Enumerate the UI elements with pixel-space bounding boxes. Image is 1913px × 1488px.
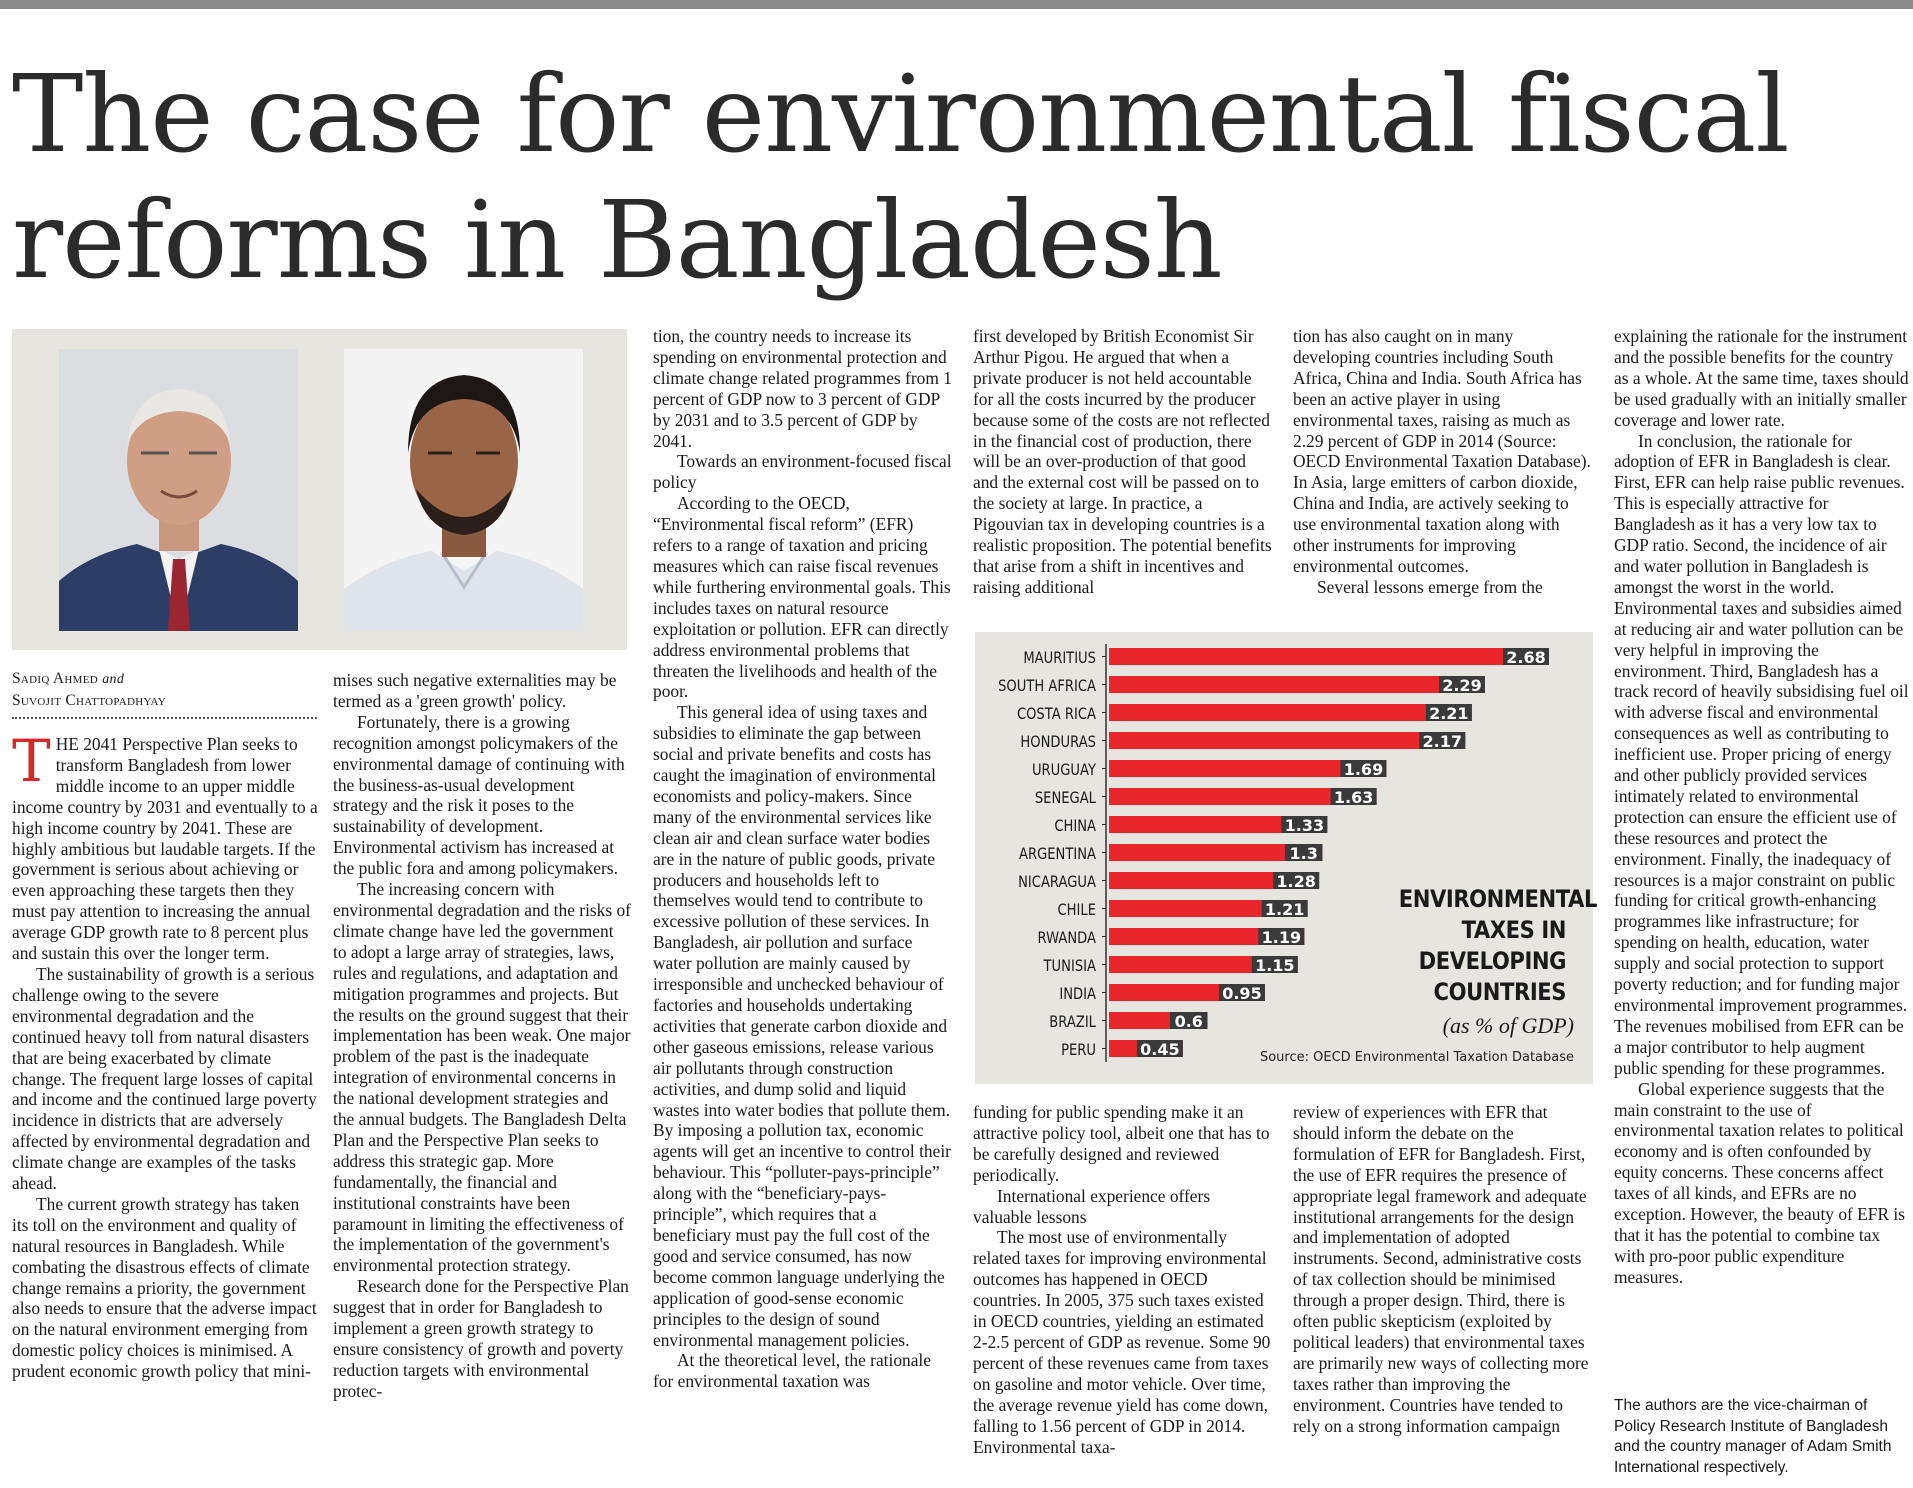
value-label: 1.15 — [1255, 956, 1295, 975]
byline — [12, 668, 317, 719]
article-column-6 — [1614, 326, 1909, 1288]
value-label: 1.69 — [1343, 760, 1384, 779]
bar — [1109, 704, 1472, 721]
value-label: 2.68 — [1506, 648, 1546, 667]
chart-title: ENVIRONMENTAL TAXES IN DEVELOPING COUNTRIES — [1398, 885, 1597, 1006]
article-column-3 — [653, 326, 953, 1392]
category-label: HONDURAS — [1020, 732, 1096, 752]
paragraph: In conclusion, the rationale for adoption of EFR in Bangladesh is clear. First, EFR can help raise public revenues. This is especially attractive for Bangladesh as it has a very low tax to GDP ratio. Second, the incidence of air and water pollution in Bangladesh is amongst the worst in the world. Environmental taxes and subsidies aimed at reducing air and water pollution can be very helpful in improving the environment. Third, Bangladesh has a track record of heavily subsidising fuel oil with adverse fiscal and environmental consequences as well as contributing to inefficient use. Proper pricing of energy and other publicly provided services intimately related to environmental protection can ensure the efficient use of these resources and protect the environment. Finally, the inadequacy of resources is a major constraint on public funding for critical growth-enhancing programmes like infrastructure; for spending on health, education, water supply and social protection to support poverty reduction; and for funding major environmental improvement programmes. The revenues mobilised from EFR can be a major contributor to help augment public spending for these programmes. — [1614, 430, 1909, 1078]
article-column-4-bottom — [973, 1102, 1273, 1457]
category-label: RWANDA — [1037, 928, 1096, 948]
article-column-5-bottom — [1293, 1102, 1593, 1437]
bar — [1109, 676, 1485, 693]
article-column-5-top — [1293, 326, 1593, 598]
paragraph: The increasing concern with environmental degradation and the risks of climate change have led the government to adopt a large array of strategies, laws, rules and regulations, and adaptation and mitigation programmes and projects. But the results on the ground suggest that their implementation has been weak. One major problem of the past is the inadequate integration of environmental concerns in the national development strategies and the annual budgets. The Bangladesh Delta Plan and the Perspective Plan seeks to address this strategic gap. More fundamentally, the financial and institutional constraints have been paramount in limiting the effectiveness of the implementation of the government's environmental protection strategy. — [333, 879, 631, 1276]
top-rule — [0, 0, 1913, 9]
article-column-1 — [12, 727, 318, 1382]
value-label: 1.19 — [1261, 928, 1302, 947]
paragraph: Fortunately, there is a growing recognition amongst policymakers of the environmental damage of continuing with the business-as-usual development strategy and the risk it poses to the sustainability of development. Environmental activism has increased at the public fora and among policymakers. — [333, 711, 625, 879]
paragraph: first developed by British Economist Sir Arthur Pigou. He argued that when a private producer is not held accountable for all the costs incurred by the producer because some of the costs are not reflected in the financial cost of production, there will be an over-production of that good and the external cost will be passed on to the society at large. In practice, a Pigouvian tax in developing countries is a realistic proposition. The potential benefits that arise from a shift in incentives and raising additional — [973, 326, 1272, 597]
chart-subtitle: (as % of GDP) — [1442, 1013, 1574, 1038]
paragraph: funding for public spending make it an attractive policy tool, albeit one that has to be carefully designed and reviewed periodically. — [973, 1102, 1270, 1185]
value-label: 1.21 — [1264, 900, 1305, 919]
author-photos — [12, 329, 627, 650]
paragraph: The current growth strategy has taken its toll on the environment and quality of natural resources in Bangladesh. While combating the disastrous effects of climate change remains a priority, the government also needs to ensure that the adverse impact on the natural environment emerging from domestic policy choices is minimised. A prudent economic growth policy that mini- — [12, 1193, 317, 1382]
value-label: 1.33 — [1284, 816, 1325, 835]
drop-cap: T — [12, 727, 51, 795]
bar — [1109, 648, 1549, 665]
paragraph: tion has also caught on in many developing countries including South Africa, China and India. South Africa has been an active player in using environmental taxes, raising as much as 2.29 percent of GDP in 2014 (Source: OECD Environmental Taxation Database). In Asia, large emitters of carbon dioxide, China and India, are actively seeking to use environmental taxation along with other instruments for improving environmental outcomes. — [1293, 326, 1591, 576]
category-label: SOUTH AFRICA — [998, 676, 1096, 696]
paragraph: The sustainability of growth is a serious challenge owing to the severe environmental degradation and the continued heavy toll from natural disasters that are being exacerbated by climate change. The frequent large losses of capital and income and the continued large poverty incidence in districts that are adversely affected by environmental degradation and climate change are examples of the tasks ahead. — [12, 963, 317, 1194]
category-label: BRAZIL — [1049, 1012, 1096, 1032]
category-label: COSTA RICA — [1016, 704, 1096, 724]
author-name: Sadiq Ahmed — [12, 670, 99, 687]
category-label: PERU — [1061, 1040, 1096, 1060]
value-label: 0.45 — [1140, 1040, 1180, 1059]
headline: The case for environmental fiscal reforms in Bangladesh — [12, 53, 1789, 303]
category-label: TUNISIA — [1043, 956, 1096, 976]
paragraph: Several lessons emerge from the — [1317, 576, 1543, 597]
paragraph-text: HE 2041 Perspective Plan seeks to transform Bangladesh from lower middle income to an upper middle income country by 2031 and eventually to a high income country by 2041. These are highly ambitious but laudable targets. If the government is serious about achieving or even approaching these targets then they must pay attention to increasing the annual average GDP growth rate to 8 percent plus and sustain this over the longer term. — [12, 734, 318, 964]
paragraph: review of experiences with EFR that should inform the debate on the formulation of EFR for Bangladesh. First, the use of EFR requires the presence of appropriate legal framework and adequate institutional arrangements for the design and implementation of adopted instruments. Second, administrative costs of tax collection should be minimised through a proper design. Third, there is often public skepticism (exploited by political leaders) that environmental taxes are primarily new ways of collecting more taxes rather than improving the environment. Countries have tended to rely on a strong information campaign — [1293, 1102, 1589, 1436]
author-name: Suvojit Chattopadhyay — [12, 692, 167, 709]
paragraph: The most use of environmentally related taxes for improving environmental outcomes has happened in OECD countries. In 2005, 375 such taxes existed in OECD countries, yielding an estimated 2-2.5 percent of GDP as revenue. Some 90 percent of these revenues came from taxes on gasoline and motor vehicle. Over time, the average revenue yield has come down, falling to 1.56 percent of GDP in 2014. Environmental taxa- — [973, 1227, 1271, 1457]
value-label: 1.3 — [1289, 844, 1318, 863]
paragraph: This general idea of using taxes and subsidies to eliminate the gap between social and private benefits and costs has caught the imagination of environmental economists and policy-makers. Since many of the environmental services like clean air and clean surface water bodies are in the nature of public goods, private producers and households left to themselves would tend to contribute to excessive pollution of these services. In Bangladesh, air pollution and surface water pollution are mainly caused by irresponsible and unchecked behaviour of factories and households undertaking activities that generate carbon dioxide and other gaseous emissions, release various air pollutants through construction activities, and dump solid and liquid wastes into water bodies that pollute them. By imposing a pollution tax, economic agents will get an incentive to control their behaviour. This “polluter-pays-principle” along with the “beneficiary-pays-principle”, which requires that a beneficiary must pay the full cost of the good and service consumed, has now become common language underlying the application of good-sense economic principles to the design of sound environmental management policies. — [653, 702, 951, 1350]
subheading: International experience offers valuable lessons — [973, 1185, 1211, 1227]
category-label: INDIA — [1059, 984, 1096, 1004]
paragraph: According to the OECD, “Environmental fiscal reform” (EFR) refers to a range of taxation and pricing measures which can raise fiscal revenues while furthering environmental goals. This includes taxes on natural resource exploitation or pollution. EFR can directly address environmental problems that threaten the livelihoods and health of the poor. — [653, 493, 951, 702]
author-note: The authors are the vice-chairman of Policy Research Institute of Bangladesh and the country manager of Adam Smith International respectively. — [1614, 1397, 1892, 1476]
category-label: URUGUAY — [1031, 760, 1096, 780]
article-column-4-top — [973, 326, 1273, 598]
category-label: ARGENTINA — [1018, 844, 1096, 864]
byline-and: and — [102, 672, 125, 687]
value-label: 2.21 — [1429, 704, 1469, 723]
value-label: 0.95 — [1222, 984, 1262, 1003]
paragraph — [12, 727, 318, 964]
value-label: 0.6 — [1174, 1012, 1203, 1031]
article-column-2 — [333, 670, 631, 1402]
paragraph: Research done for the Perspective Plan suggest that in order for Bangladesh to implement a green growth strategy to ensure consistency of growth and poverty reduction targets with environmental protec- — [333, 1276, 629, 1401]
paragraph: tion, the country needs to increase its spending on environmental protection and climate change related programmes from 1 percent of GDP now to 3 percent of GDP by 2031 and to 3.5 percent of GDP by 2041. — [653, 326, 952, 451]
paragraph: At the theoretical level, the rationale for environmental taxation was — [653, 1350, 931, 1392]
category-label: NICARAGUA — [1018, 872, 1096, 892]
category-label: SENEGAL — [1034, 788, 1096, 808]
paragraph: mises such negative externalities may be termed as a 'green growth' policy. — [333, 670, 617, 711]
bar — [1109, 732, 1465, 749]
value-label: 2.29 — [1442, 676, 1482, 695]
value-label: 1.63 — [1333, 788, 1374, 807]
chart-source: Source: OECD Environmental Taxation Database — [1259, 1050, 1574, 1065]
author-photo-sadiq-ahmed — [59, 349, 298, 631]
author-photo-suvojit-chattopadhyay — [344, 349, 583, 631]
paragraph: Global experience suggests that the main constraint to the use of environmental taxation relates to political economy and is often confounded by equity concerns. These concerns affect taxes of all kinds, and EFRs are no exception. However, the beauty of EFR is that it has the potential to combine tax with pro-poor public expenditure measures. — [1614, 1078, 1906, 1287]
category-label: CHILE — [1057, 900, 1096, 920]
value-label: 1.28 — [1276, 872, 1316, 891]
value-label: 2.17 — [1422, 732, 1463, 751]
category-label: MAURITIUS — [1023, 648, 1096, 668]
paragraph: explaining the rationale for the instrument and the possible benefits for the country as a whole. At the same time, taxes should be used gradually with an initially smaller coverage and lower rate. — [1614, 326, 1909, 430]
category-label: CHINA — [1054, 816, 1096, 836]
subheading: Towards an environment-focused fiscal policy — [653, 451, 952, 493]
